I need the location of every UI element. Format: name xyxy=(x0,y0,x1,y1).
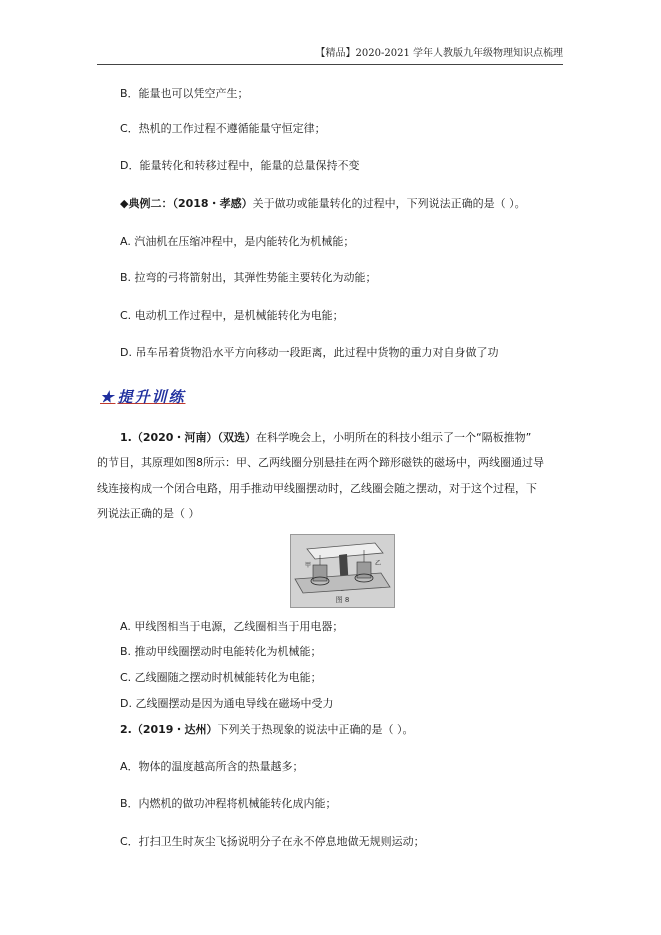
q1-line-2: 的节目，其原理如图8所示：甲、乙两线圈分别悬挂在两个蹄形磁铁的磁场中，两线圈通过导 xyxy=(97,456,544,469)
q2-option-c: C．打扫卫生时灰尘飞扬说明分子在永不停息地做无规则运动； xyxy=(120,835,425,848)
example2-label: ◆典例二：（2018・孝感） xyxy=(120,197,253,210)
example2-option-a: A. 汽油机在压缩冲程中，是内能转化为机械能； xyxy=(120,235,355,248)
q2-label: 2.（2019・达州） xyxy=(120,723,218,736)
option-d-prev: D．能量转化和转移过程中，能量的总量保持不变 xyxy=(120,159,360,172)
q2-option-b: B．内燃机的做功冲程将机械能转化成内能； xyxy=(120,797,337,810)
q1-option-b: B. 推动甲线圈摆动时电能转化为机械能； xyxy=(120,645,322,658)
example2-option-b: B. 拉弯的弓将箭射出，其弹性势能主要转化为动能； xyxy=(120,271,377,284)
header-divider xyxy=(97,64,563,65)
q1-option-c: C. 乙线圈随之摆动时机械能转化为电能； xyxy=(120,671,322,684)
example2-question xyxy=(120,197,526,211)
q1-text-1: 在科学晚会上，小明所在的科技小组示了一个“隔板推物” xyxy=(255,431,532,444)
q2-option-a: A．物体的温度越高所含的热量越多； xyxy=(120,760,304,773)
section-title-text: 提升训练 xyxy=(117,388,186,406)
q2-question xyxy=(120,723,413,737)
q2-stem: 下列关于热现象的说法中正确的是（ ）。 xyxy=(217,723,414,736)
q1-option-d: D. 乙线圈摆动是因为通电导线在磁场中受力 xyxy=(120,697,334,710)
figure-label-yi: 乙 xyxy=(375,560,382,567)
example2-option-d: D. 吊车吊着货物沿水平方向移动一段距离，此过程中货物的重力对自身做了功 xyxy=(120,346,499,359)
q1-option-a: A. 甲线图相当于电源，乙线圈相当于用电器； xyxy=(120,620,344,633)
q1-line-1 xyxy=(120,431,531,445)
figure-8-photo xyxy=(290,534,395,608)
option-c-prev: C．热机的工作过程不遵循能量守恒定律； xyxy=(120,122,326,135)
option-b-prev: B．能量也可以凭空产生； xyxy=(120,87,249,100)
figure-caption: 图 8 xyxy=(335,596,350,604)
figure-label-jia: 甲 xyxy=(305,562,312,569)
q1-line-3: 线连接构成一个闭合电路，用手推动甲线圈摆动时，乙线圈会随之摆动，对于这个过程，下 xyxy=(97,482,537,495)
q1-label: 1.（2020・河南）（双选） xyxy=(120,431,256,444)
page-header: 【精品】2020-2021 学年人教版九年级物理知识点梳理 xyxy=(315,48,563,59)
example2-stem: 关于做功或能量转化的过程中，下列说法正确的是（ ）。 xyxy=(252,197,526,210)
q1-line-4: 列说法正确的是（ ） xyxy=(97,507,200,520)
example2-option-c: C. 电动机工作过程中，是机械能转化为电能； xyxy=(120,309,344,322)
star-icon: ★ xyxy=(100,388,116,406)
section-title xyxy=(100,386,185,407)
